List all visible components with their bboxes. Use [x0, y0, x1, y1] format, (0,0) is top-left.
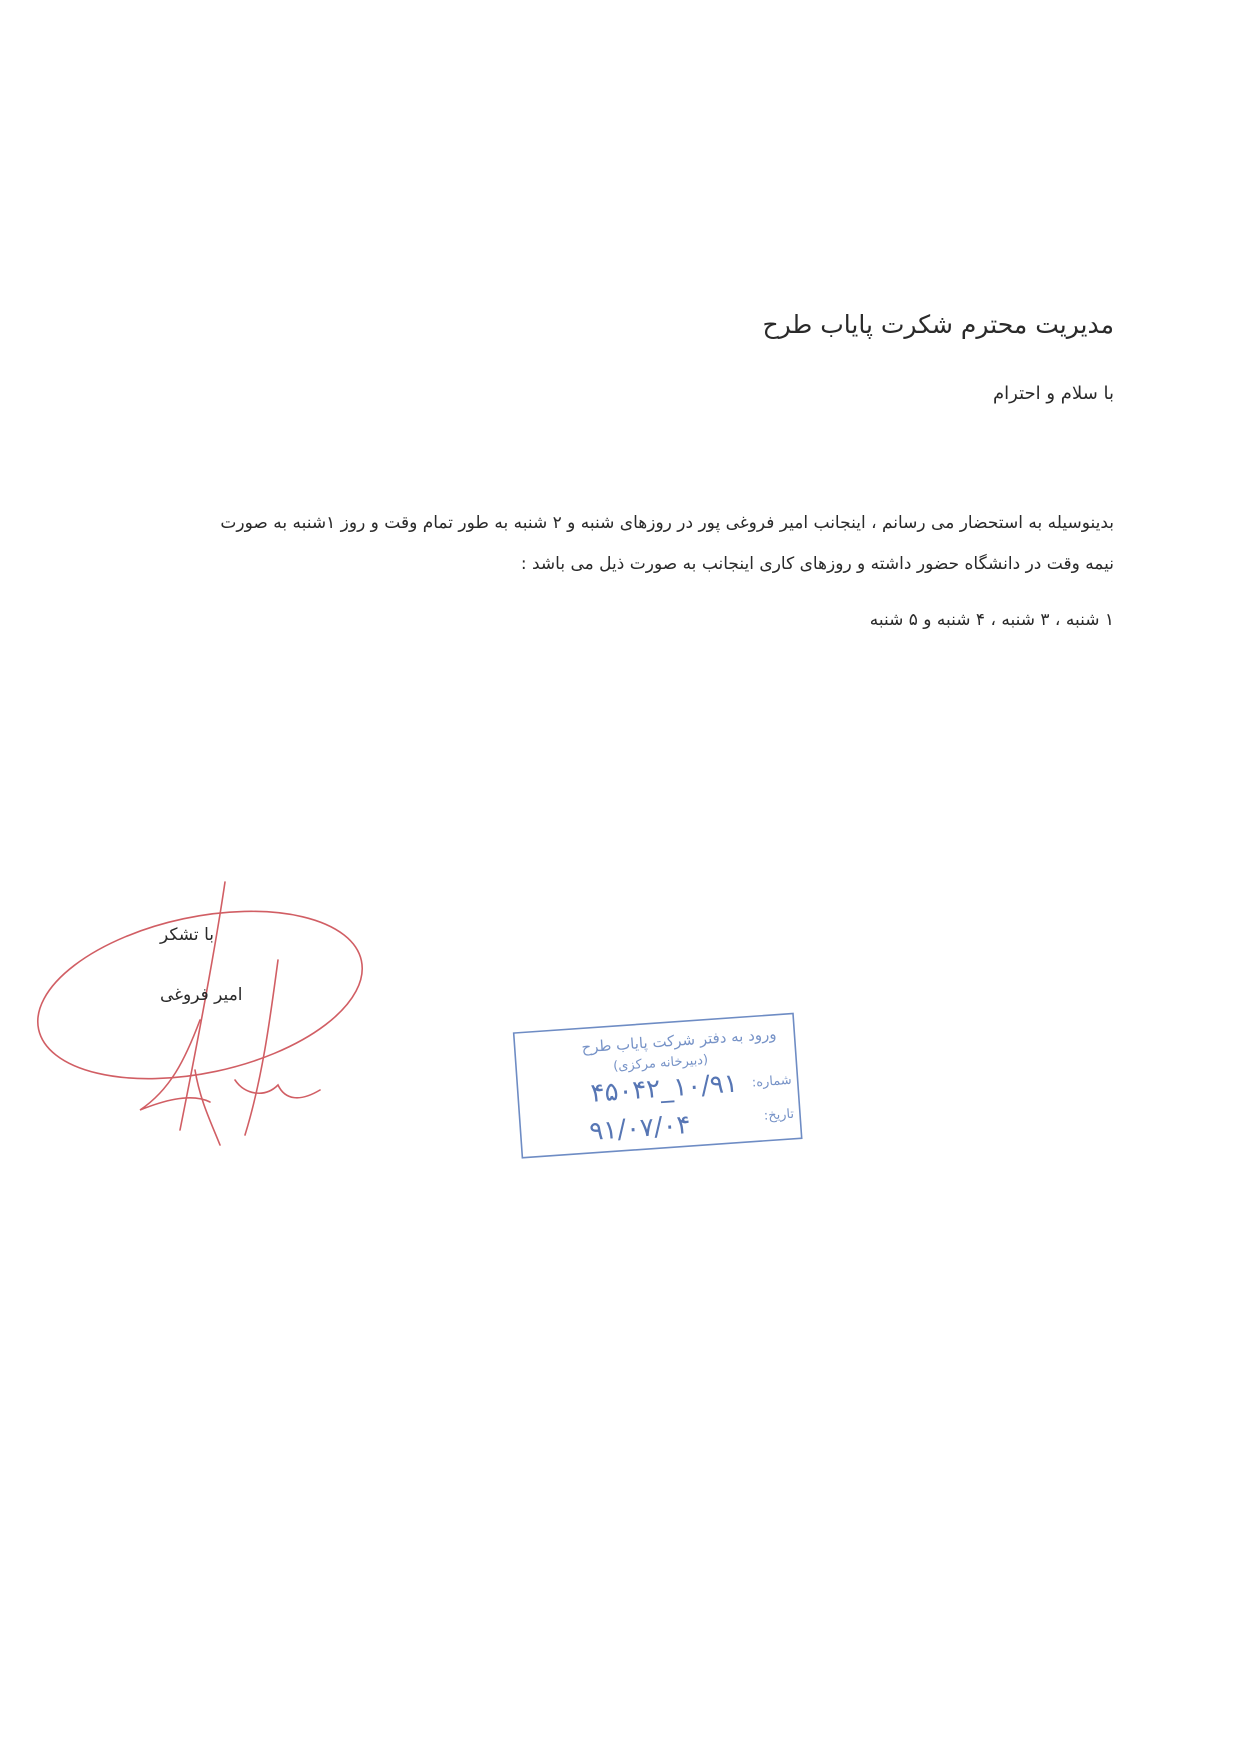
working-days-line: ۱ شنبه ، ۳ شنبه ، ۴ شنبه و ۵ شنبه [869, 610, 1114, 630]
body-line-1: بدینوسیله به استحضار می رسانم ، اینجانب امیر فروغی پور در روزهای شنبه و ۲ شنبه به طور تمام وقت و روز ۱شنبه به صورت [220, 513, 1114, 533]
greeting-line: با سلام و احترام [993, 383, 1114, 404]
letter-body [174, 503, 1114, 585]
closing-line: با تشکر [160, 925, 214, 945]
body-line-2: نیمه وقت در دانشگاه حضور داشته و روزهای کاری اینجانب به صورت ذیل می باشد : [520, 554, 1114, 574]
receipt-stamp [510, 1005, 810, 1175]
signature-scribble [30, 870, 370, 1150]
stamp-number-label: شماره: [751, 1072, 793, 1091]
stamp-title: ورود به دفتر شرکت پایاب طرح [580, 1024, 777, 1057]
recipient-line: مدیریت محترم شکرت پایاب طرح [762, 310, 1114, 339]
stamp-date-label: تاریخ: [763, 1106, 795, 1124]
stamp-number-value: ۱۰/۹۱_۴۵۰۴۲ [589, 1068, 739, 1109]
stamp-subtitle: (دبیرخانه مرکزی) [612, 1052, 709, 1075]
signer-name: امیر فروغی [160, 985, 243, 1005]
stamp-date-value: ۹۱/۰۷/۰۴ [588, 1109, 692, 1147]
